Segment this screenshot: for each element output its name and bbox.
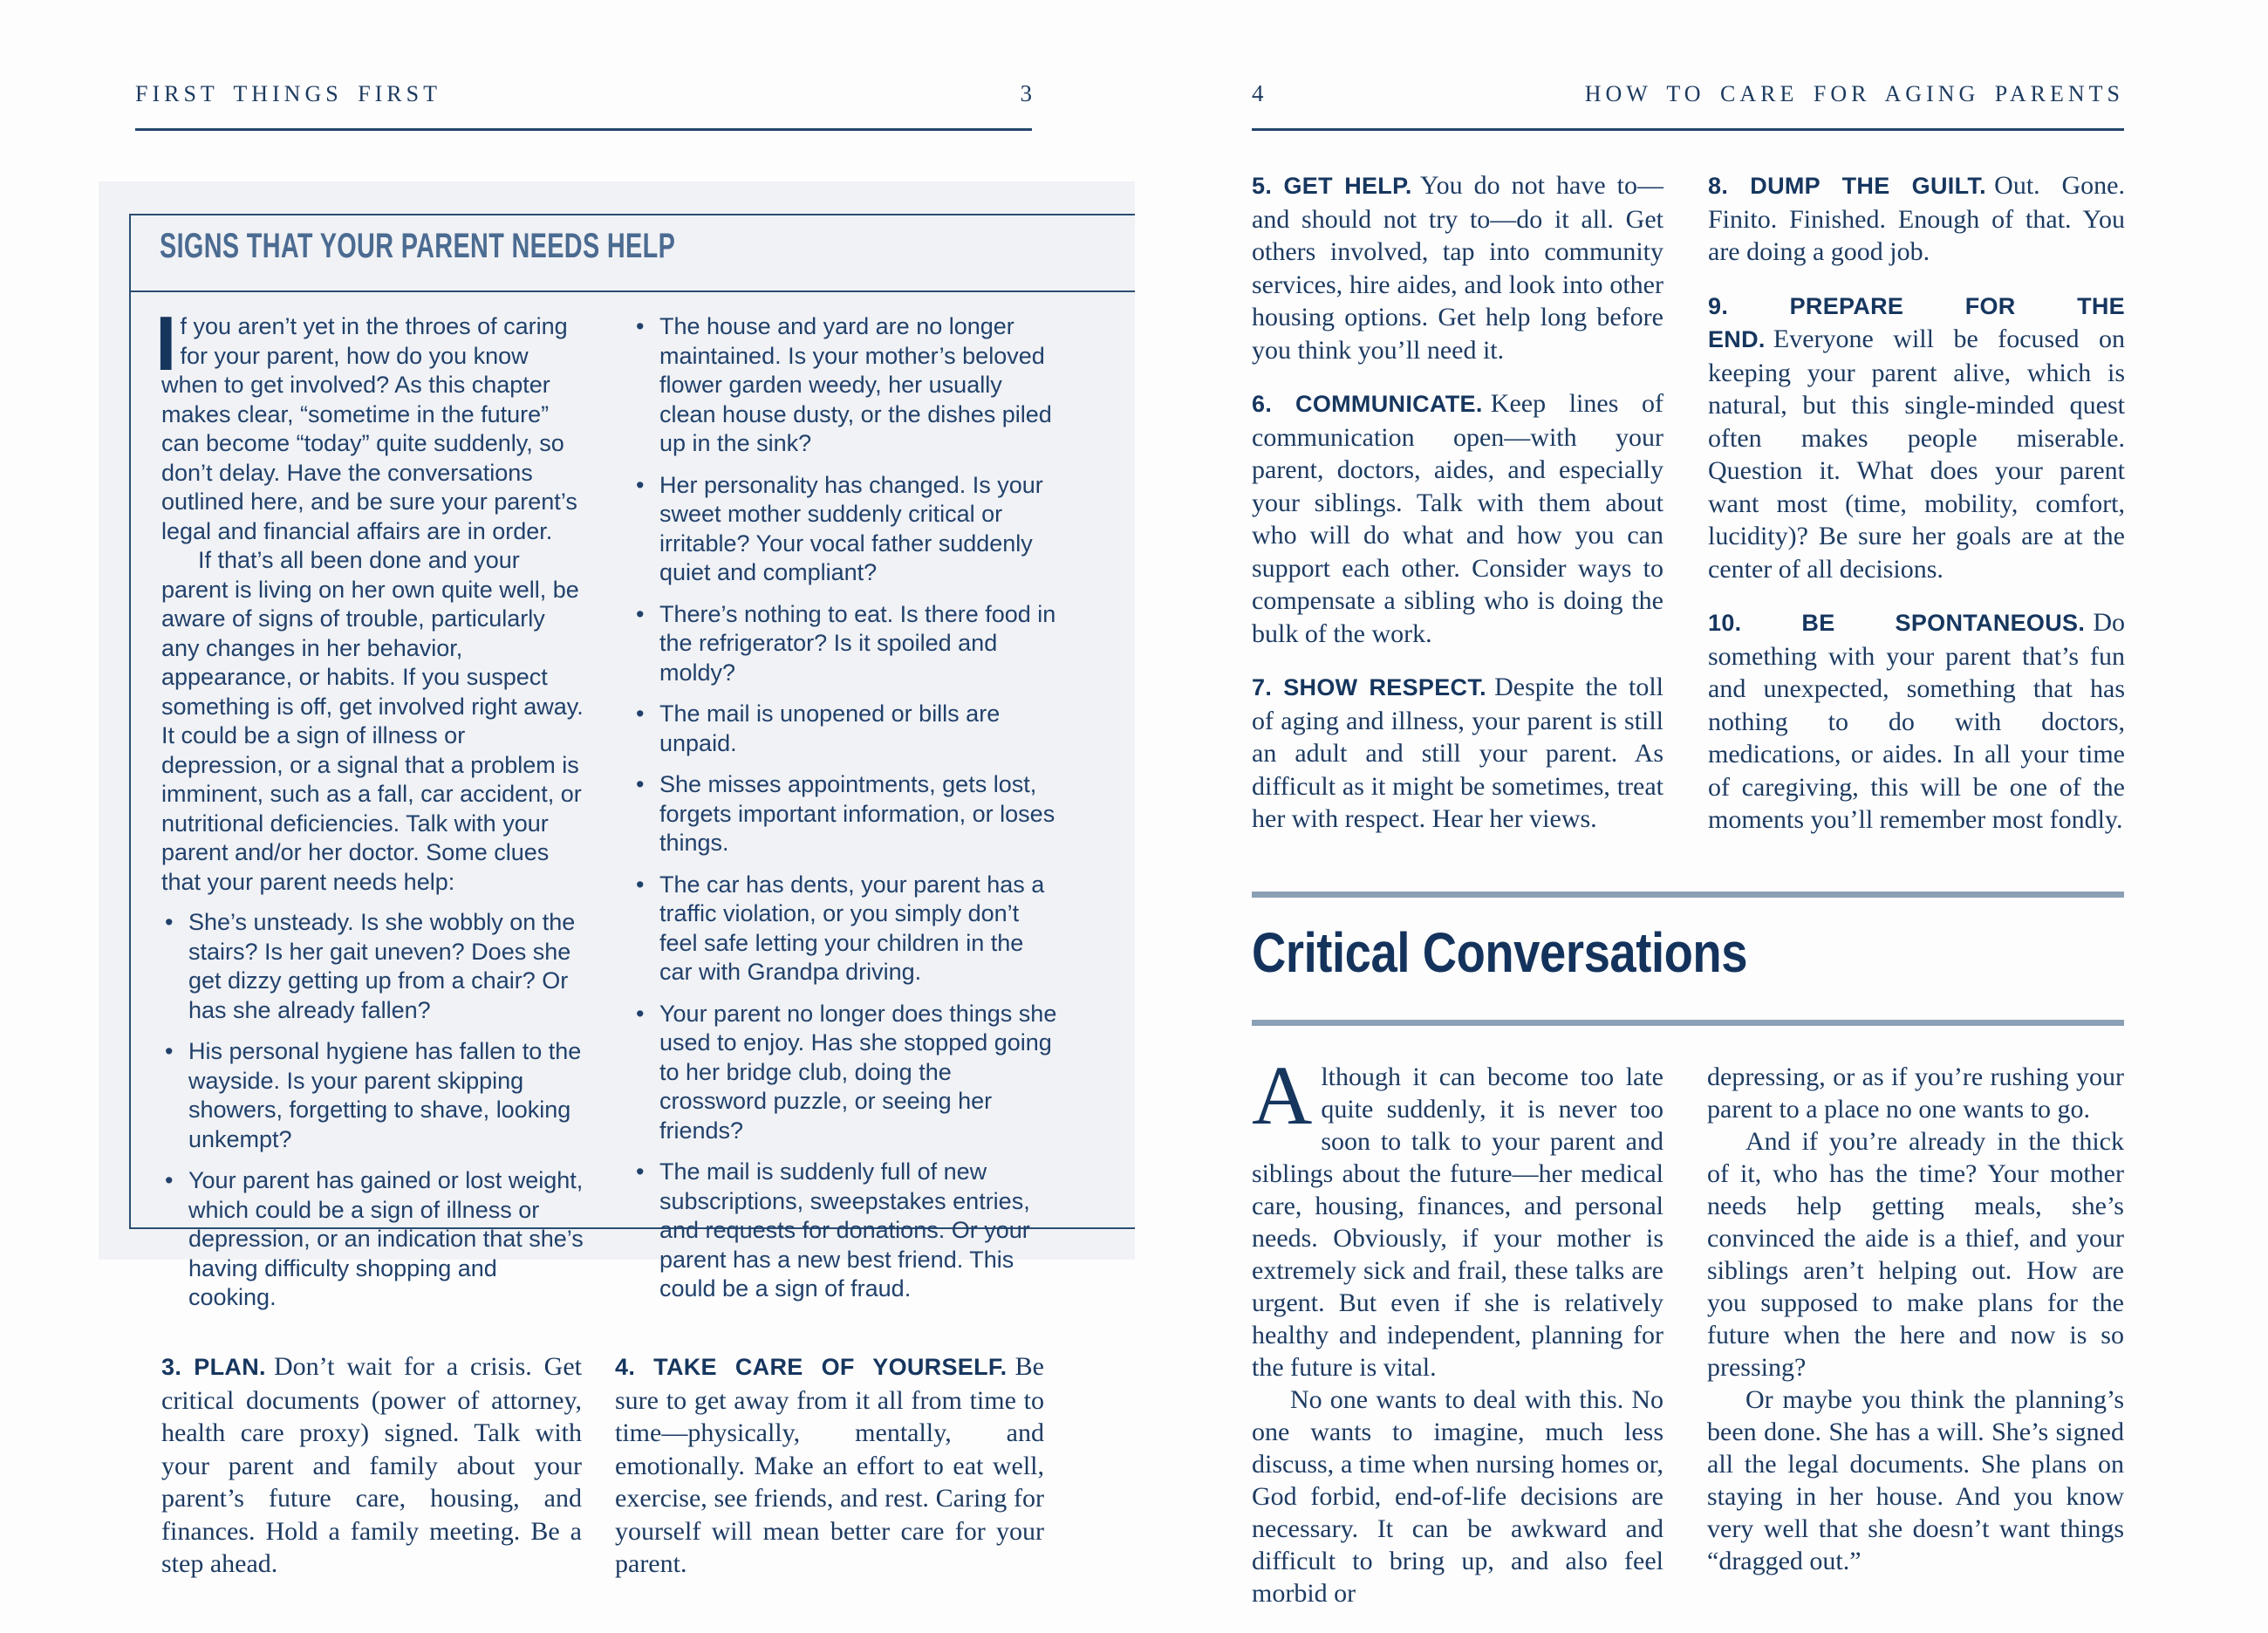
tip-column-3 (161, 1350, 582, 1581)
right-head-rule (1252, 128, 2124, 131)
right-running-head-title: HOW TO CARE FOR AGING PARENTS (1584, 81, 2124, 106)
section-top-rule (1252, 892, 2124, 898)
list-item: • His personal hygiene has fallen to the wayside. Is your parent skipping showers, forgetting to shave, looking unkempt? (161, 1037, 584, 1154)
tip-lead-7: 7. SHOW RESPECT. (1252, 674, 1486, 700)
section-p3: depressing, or as if you’re rushing your parent to a place no one wants to go. (1707, 1062, 2124, 1124)
tip-item-7: 7. SHOW RESPECT. Despite the toll of aging and illness, your parent is still an adult and still your parent. As difficult as it might be sometimes, treat her with respect. Hear her views. (1252, 673, 1663, 833)
section-p4: And if you’re already in the thick of it, who has the time? Your mother needs help getting meals, she’s convinced the aide is a thief, and your siblings aren’t helping out. How are you supposed to make plans for the future when the here and now is so pressing? (1707, 1127, 2124, 1382)
dropcap-letter-i: I (155, 300, 177, 386)
tip-item-10: 10. BE SPONTANEOUS. Do something with your parent that’s fun and unexpected, something that has nothing to do with doctors, medications, or aides. In all your time of caregiving, this will be one of the moments you’ll remember most fondly. (1708, 608, 2125, 834)
tip-column-5-7 (1252, 169, 1663, 836)
tip-lead-10: 10. BE SPONTANEOUS. (1708, 610, 2086, 636)
list-item: • She misses appointments, gets lost, forgets important information, or loses things. (632, 770, 1062, 858)
list-item: • She’s unsteady. Is she wobbly on the stairs? Is her gait uneven? Does she get dizzy getting up from a chair? Or has she already fallen? (161, 908, 584, 1025)
left-head-rule (135, 128, 1032, 131)
signs-box-col-right (632, 312, 1062, 1304)
tip-lead-5: 5. GET HELP. (1252, 173, 1412, 199)
signs-panel (99, 181, 1135, 1310)
signs-box-col-left (155, 300, 584, 1313)
left-page-number: 3 (1020, 80, 1032, 106)
signs-intro-p2: If that’s all been done and your parent is living on her own quite well, be aware of signs of trouble, particularly any changes in her behavior, appearance, or habits. If you suspect something is off, get involved right away. It could be a sign of illness or depression, or a signal that a problem is imminent, such as a fall, car accident, or nutritional deficiencies. Talk with your parent and/or her doctor. Some clues that your parent needs help: (161, 547, 584, 895)
signs-box-title-rule (131, 290, 1135, 292)
list-item: • The mail is unopened or bills are unpaid. (632, 700, 1062, 758)
section-title: Critical Conversations (1252, 921, 1748, 984)
right-running-head (1252, 80, 2124, 107)
list-item: • The mail is suddenly full of new subscriptions, sweepstakes entries, and requests for donations. Or your parent has a new best friend. This could be a sign of fraud. (632, 1158, 1062, 1304)
section-p2: No one wants to deal with this. No one wants to imagine, much less discuss, a time when nursing homes or, God forbid, end-of-life decisions are necessary. It can be awkward and difficult to bring up, and also feel morbid or (1252, 1385, 1663, 1608)
list-item: • Your parent has gained or lost weight, which could be a sign of illness or depression, or an indication that she’s having difficulty shopping and cooking. (161, 1166, 584, 1313)
tip-lead-4: 4. TAKE CARE OF YOURSELF. (615, 1354, 1008, 1380)
list-item: • The house and yard are no longer maintained. Is your mother’s beloved flower garden weedy, her usually clean house dusty, or the dishes piled up in the sink? (632, 312, 1062, 459)
tip-lead-3: 3. PLAN. (161, 1354, 266, 1380)
list-item: • Your parent no longer does things she used to enjoy. Has she stopped going to her bridge club, doing the crossword puzzle, or seeing her friends? (632, 1000, 1062, 1146)
list-item: • Her personality has changed. Is your sweet mother suddenly critical or irritable? Your vocal father suddenly quiet and compliant? (632, 471, 1062, 588)
tip-column-8-10 (1708, 169, 2125, 837)
critical-conversations-section (1252, 892, 2124, 1609)
left-running-head (135, 80, 1032, 107)
tip-item-5: 5. GET HELP. You do not have to—and should not try to—do it all. Get others involved, tap into community services, hire aides, and look into other housing options. Get help long before you think you’ll need it. (1252, 171, 1664, 365)
tip-item-9: 9. PREPARE FOR THE END. Everyone will be focused on keeping your parent alive, which is natural, but this single-minded quest often makes people miserable. Question it. What does your parent want most (time, mobility, comfort, lucidity)? Be sure her goals are at the center of all decisions. (1708, 292, 2125, 584)
dropcap-letter-a: A (1252, 1049, 1313, 1142)
tip-item-4: 4. TAKE CARE OF YOURSELF. Be sure to get away from it all from time to time—physically, mentally, and emotionally. Make an effort to eat well, exercise, see friends, and rest. Caring for yourself will mean better care for your parent. (615, 1352, 1044, 1578)
section-columns (1252, 1049, 2124, 1609)
tip-lead-8: 8. DUMP THE GUILT. (1708, 173, 1986, 199)
tip-column-4 (615, 1350, 1044, 1581)
section-col-right (1707, 1061, 2124, 1609)
signs-box-title: SIGNS THAT YOUR PARENT NEEDS HELP (160, 227, 676, 265)
tip-item-8: 8. DUMP THE GUILT. Out. Gone. Finito. Finished. Enough of that. You are doing a good job. (1708, 171, 2125, 266)
right-page-number: 4 (1252, 80, 1264, 106)
signs-intro-p1: If you aren’t yet in the throes of caring for your parent, how do you know when to get involved? As this chapter makes clear, “sometime in the future” can become “today” quite suddenly, so don’t delay. Have the conversations outlined here, and be sure your parent’s legal and financial affairs are in order. (155, 300, 577, 544)
signs-list-left (161, 908, 584, 1313)
section-col-left (1252, 1049, 1663, 1609)
section-p5: Or maybe you think the planning’s been done. She has a will. She’s signed all the legal documents. She plans on staying in her house. And you know very well that she doesn’t want things “dragged out.” (1707, 1385, 2124, 1575)
section-p1: Although it can become too late quite suddenly, it is never too soon to talk to your parent and siblings about the future—her medical care, housing, finances, and personal needs. Obviously, if your mother is extremely sick and frail, these talks are urgent. But even if she is relatively healthy and independent, planning for the future is vital. (1252, 1049, 1663, 1382)
tip-item-6: 6. COMMUNICATE. Keep lines of communication open—with your parent, doctors, aides, and especially your siblings. Talk with them about who will do what and how you can support each other. Consider ways to compensate a sibling who is doing the bulk of the work. (1252, 389, 1663, 648)
list-item: • The car has dents, your parent has a traffic violation, or you simply don’t feel safe letting your children in the car with Grandpa driving. (632, 871, 1062, 987)
tip-item-3: 3. PLAN. Don’t wait for a crisis. Get critical documents (power of attorney, health care proxy) signed. Talk with your parent and family about your parent’s future care, housing, and finances. Hold a family meeting. Be a step ahead. (161, 1352, 582, 1578)
section-bottom-rule (1252, 1020, 2124, 1026)
tip-lead-6: 6. COMMUNICATE. (1252, 391, 1483, 417)
tip-lead-9: 9. PREPARE FOR THE END. (1708, 292, 2125, 352)
signs-list-right (632, 312, 1062, 1304)
left-running-head-title: FIRST THINGS FIRST (135, 81, 441, 106)
list-item: • There’s nothing to eat. Is there food in the refrigerator? Is it spoiled and moldy? (632, 600, 1062, 688)
